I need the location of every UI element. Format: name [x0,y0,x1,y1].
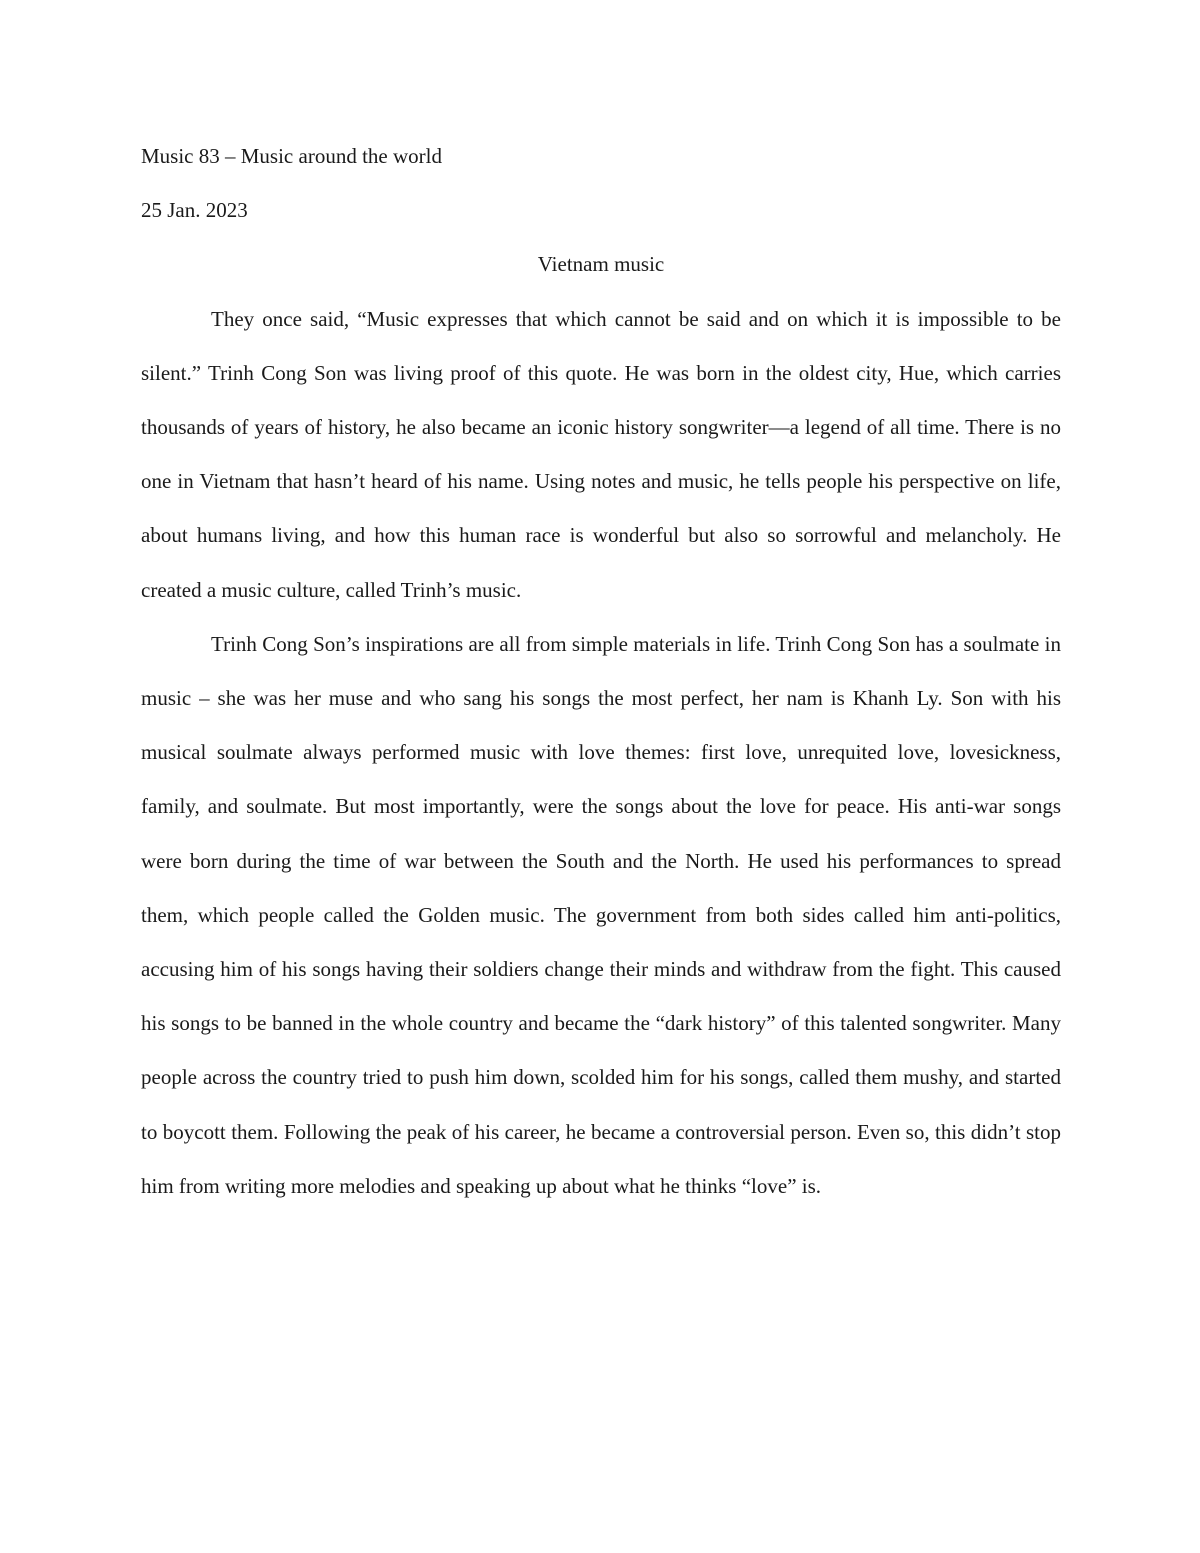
course-heading: Music 83 – Music around the world [141,144,442,168]
essay-title: Vietnam music [537,252,665,277]
paragraph-2: Trinh Cong Son’s inspirations are all from simple materials in life. Trinh Cong Son has a soulmate in music – she was her muse and who sang his songs the most perfect, her nam is Khanh Ly. Son with his musical soulmate always performed music with love themes: first love, unrequited love, lovesickness, family, and soulmate. But most importantly, were the songs about the love for peace. His anti-war songs were born during the time of war between the South and the North. He used his performances to spread them, which people called the Golden music. The government from both sides called him anti-politics, accusing him of his songs having their soldiers change their minds and withdraw from the fight. This caused his songs to be banned in the whole country and became the “dark history” of this talented songwriter. Many people across the country tried to push him down, scolded him for his songs, called them mushy, and started to boycott them. Following the peak of his career, he became a controversial person. Even so, this didn’t stop him from writing more melodies and speaking up about what he thinks “love” is. [141,631,1061,1198]
document-body [141,129,1061,1213]
date-heading: 25 Jan. 2023 [141,198,248,223]
paragraph-1: They once said, “Music expresses that which cannot be said and on which it is impossible to be silent.” Trinh Cong Son was living proof of this quote. He was born in the oldest city, Hue, which carries thousands of years of history, he also became an iconic history songwriter—a legend of all time. There is no one in Vietnam that hasn’t heard of his name. Using notes and music, he tells people his perspective on life, about humans living, and how this human race is wonderful but also so sorrowful and melancholy. He created a music culture, called Trinh’s music. [141,306,1061,602]
